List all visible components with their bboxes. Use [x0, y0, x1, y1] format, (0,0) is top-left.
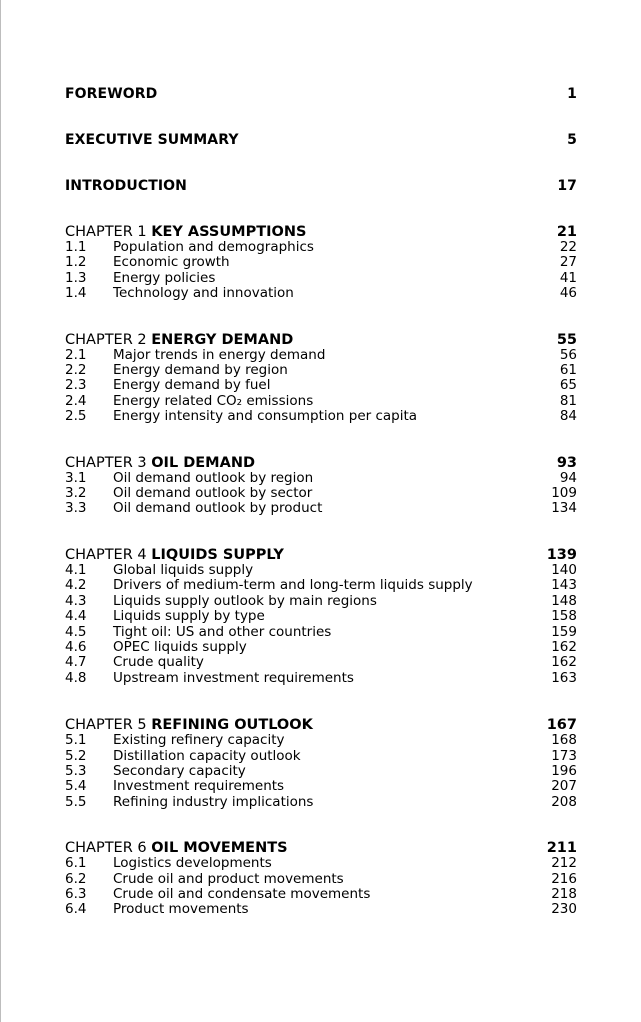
- section-label: [65, 578, 473, 593]
- section-title: Crude oil and condensate movements: [113, 885, 371, 902]
- section-number: 5.3: [65, 762, 87, 779]
- section-number: 6.1: [65, 855, 87, 872]
- section-number: 5.1: [65, 732, 87, 749]
- chapter-block: [65, 224, 577, 302]
- toc-entry-page: 1: [567, 86, 577, 102]
- section-number: 2.4: [65, 392, 87, 409]
- chapter-label: CHAPTER 6: [65, 840, 147, 857]
- section-label: [65, 255, 230, 270]
- section-title: Energy intensity and consumption per capita: [113, 408, 418, 425]
- section-label: [65, 563, 253, 578]
- section-number: 1.4: [65, 285, 87, 302]
- section-number: 5.4: [65, 778, 87, 795]
- section-number: 6.3: [65, 885, 87, 902]
- section-entry[interactable]: [65, 779, 577, 794]
- section-entry[interactable]: [65, 887, 577, 902]
- section-page: 84: [559, 408, 577, 425]
- section-number: 5.5: [65, 793, 87, 810]
- section-title: Energy demand by region: [113, 362, 288, 379]
- section-title: Product movements: [113, 901, 249, 918]
- section-page: 140: [551, 561, 577, 578]
- section-label: [65, 363, 288, 378]
- table-of-contents: [65, 86, 577, 948]
- toc-entry-title: EXECUTIVE SUMMARY: [65, 132, 239, 148]
- section-page: 163: [551, 669, 577, 686]
- section-entry[interactable]: [65, 764, 577, 779]
- section-entry[interactable]: [65, 378, 577, 393]
- section-title: OPEC liquids supply: [113, 638, 247, 655]
- section-number: 3.2: [65, 485, 87, 502]
- chapter-page: 139: [546, 546, 577, 563]
- section-entry[interactable]: [65, 286, 577, 301]
- chapter-title: [65, 840, 288, 856]
- section-entry[interactable]: [65, 902, 577, 917]
- section-label: [65, 286, 294, 301]
- section-label: [65, 240, 314, 255]
- section-title: Major trends in energy demand: [113, 346, 326, 363]
- section-label: [65, 486, 312, 501]
- section-page: 56: [559, 346, 577, 363]
- section-title: Oil demand outlook by product: [113, 500, 323, 517]
- toc-entry-page: 5: [567, 132, 577, 148]
- section-entry[interactable]: [65, 594, 577, 609]
- section-page: 65: [559, 377, 577, 394]
- section-entry[interactable]: [65, 240, 577, 255]
- section-title: Drivers of medium-term and long-term liquids supply: [113, 577, 473, 594]
- section-label: [65, 378, 271, 393]
- section-entry[interactable]: [65, 255, 577, 270]
- chapter-label: CHAPTER 4: [65, 546, 147, 563]
- section-number: 4.5: [65, 623, 87, 640]
- section-page: 61: [559, 362, 577, 379]
- section-number: 6.4: [65, 901, 87, 918]
- section-number: 2.2: [65, 362, 87, 379]
- section-title: Distillation capacity outlook: [113, 747, 301, 764]
- page-edge: [0, 0, 1, 1022]
- section-label: [65, 594, 377, 609]
- section-label: [65, 394, 313, 409]
- section-title: Existing refinery capacity: [113, 732, 285, 749]
- chapter-title: [65, 332, 293, 348]
- chapter-page: 211: [546, 840, 577, 857]
- section-title: Investment requirements: [113, 778, 285, 795]
- section-number: 4.8: [65, 669, 87, 686]
- chapter-block: [65, 455, 577, 517]
- chapter-label: CHAPTER 2: [65, 331, 147, 348]
- chapter-name: OIL DEMAND: [151, 454, 256, 471]
- toc-entry-page: 17: [557, 178, 577, 194]
- chapter-block: [65, 547, 577, 686]
- section-number: 6.2: [65, 870, 87, 887]
- section-page: 162: [551, 654, 577, 671]
- section-number: 5.2: [65, 747, 87, 764]
- toc-entry-introduction[interactable]: [65, 178, 577, 224]
- section-title: Secondary capacity: [113, 762, 246, 779]
- section-page: 81: [559, 392, 577, 409]
- section-page: 218: [551, 885, 577, 902]
- chapter-name: REFINING OUTLOOK: [151, 717, 313, 734]
- section-entry[interactable]: [65, 655, 577, 670]
- section-entry[interactable]: [65, 625, 577, 640]
- section-number: 1.1: [65, 239, 87, 255]
- section-entry[interactable]: [65, 872, 577, 887]
- chapter-heading[interactable]: [65, 840, 577, 856]
- section-label: [65, 856, 272, 871]
- section-number: 2.1: [65, 346, 87, 363]
- section-label: [65, 271, 215, 286]
- chapter-name: KEY ASSUMPTIONS: [151, 224, 307, 240]
- section-number: 1.2: [65, 254, 87, 271]
- section-page: 27: [559, 254, 577, 271]
- section-number: 4.1: [65, 561, 87, 578]
- section-entry[interactable]: [65, 671, 577, 686]
- section-title: Global liquids supply: [113, 561, 254, 578]
- section-entry[interactable]: [65, 640, 577, 655]
- section-number: 4.7: [65, 654, 87, 671]
- section-page: 207: [551, 778, 577, 795]
- chapter-page: 167: [546, 717, 577, 734]
- section-page: 173: [551, 747, 577, 764]
- section-number: 2.5: [65, 408, 87, 425]
- section-entry[interactable]: [65, 609, 577, 624]
- chapter-name: LIQUIDS SUPPLY: [151, 546, 284, 563]
- section-label: [65, 887, 370, 902]
- section-page: 230: [551, 901, 577, 918]
- section-page: 212: [551, 855, 577, 872]
- section-title: Tight oil: US and other countries: [113, 623, 332, 640]
- chapter-name: OIL MOVEMENTS: [151, 840, 288, 857]
- section-page: 216: [551, 870, 577, 887]
- section-page: 158: [551, 608, 577, 625]
- section-label: [65, 501, 322, 516]
- chapter-heading[interactable]: [65, 547, 577, 563]
- chapter-title: [65, 224, 306, 240]
- section-title: Energy demand by fuel: [113, 377, 271, 394]
- section-page: 196: [551, 762, 577, 779]
- section-page: 46: [559, 285, 577, 302]
- section-label: [65, 872, 344, 887]
- section-entry[interactable]: [65, 471, 577, 486]
- section-title: Technology and innovation: [113, 285, 294, 302]
- toc-entry-title: FOREWORD: [65, 86, 158, 102]
- section-entry[interactable]: [65, 578, 577, 593]
- section-number: 2.3: [65, 377, 87, 394]
- section-entry[interactable]: [65, 409, 577, 424]
- section-title: Population and demographics: [113, 239, 314, 255]
- chapter-label: CHAPTER 1: [65, 224, 147, 240]
- section-title: Economic growth: [113, 254, 230, 271]
- section-label: [65, 671, 354, 686]
- chapter-label: CHAPTER 3: [65, 454, 147, 471]
- toc-entry-title: INTRODUCTION: [65, 178, 187, 194]
- chapter-page: 93: [556, 454, 577, 471]
- section-title: Upstream investment requirements: [113, 669, 354, 686]
- section-entry[interactable]: [65, 486, 577, 501]
- section-title: Energy related CO₂ emissions: [113, 392, 314, 409]
- toc-entry-executive-summary[interactable]: [65, 132, 577, 178]
- section-label: [65, 640, 247, 655]
- toc-entry-foreword[interactable]: [65, 86, 577, 132]
- section-page: 168: [551, 732, 577, 749]
- chapter-heading[interactable]: [65, 332, 577, 348]
- chapter-name: ENERGY DEMAND: [151, 331, 294, 348]
- section-entry[interactable]: [65, 795, 577, 810]
- section-entry[interactable]: [65, 271, 577, 286]
- section-entry[interactable]: [65, 733, 577, 748]
- section-entry[interactable]: [65, 394, 577, 409]
- section-page: 109: [551, 485, 577, 502]
- section-page: 208: [551, 793, 577, 810]
- section-title: Liquids supply by type: [113, 608, 265, 625]
- section-entry[interactable]: [65, 348, 577, 363]
- section-number: 4.6: [65, 638, 87, 655]
- section-page: 41: [559, 269, 577, 286]
- section-page: 134: [551, 500, 577, 517]
- section-page: 94: [559, 469, 577, 486]
- section-label: [65, 348, 325, 363]
- section-number: 3.1: [65, 469, 87, 486]
- section-page: 143: [551, 577, 577, 594]
- chapter-page: 21: [556, 224, 577, 240]
- chapter-block: [65, 717, 577, 810]
- section-title: Oil demand outlook by region: [113, 469, 314, 486]
- section-entry[interactable]: [65, 501, 577, 516]
- chapter-block: [65, 840, 577, 918]
- chapter-heading[interactable]: [65, 455, 577, 471]
- section-label: [65, 749, 301, 764]
- chapter-heading[interactable]: [65, 224, 577, 240]
- section-number: 4.4: [65, 608, 87, 625]
- section-entry[interactable]: [65, 856, 577, 871]
- section-title: Oil demand outlook by sector: [113, 485, 313, 502]
- section-page: 148: [551, 592, 577, 609]
- section-page: 162: [551, 638, 577, 655]
- section-label: [65, 625, 331, 640]
- section-title: Energy policies: [113, 269, 216, 286]
- section-label: [65, 795, 313, 810]
- section-number: 4.2: [65, 577, 87, 594]
- section-title: Liquids supply outlook by main regions: [113, 592, 377, 609]
- section-title: Logistics developments: [113, 855, 272, 872]
- chapter-label: CHAPTER 5: [65, 717, 147, 734]
- section-entry[interactable]: [65, 749, 577, 764]
- section-number: 4.3: [65, 592, 87, 609]
- section-label: [65, 471, 313, 486]
- section-entry[interactable]: [65, 563, 577, 578]
- section-title: Crude oil and product movements: [113, 870, 344, 887]
- section-label: [65, 779, 284, 794]
- chapter-title: [65, 455, 255, 471]
- section-number: 3.3: [65, 500, 87, 517]
- section-number: 1.3: [65, 269, 87, 286]
- section-label: [65, 655, 204, 670]
- section-label: [65, 902, 249, 917]
- section-label: [65, 764, 246, 779]
- chapter-page: 55: [556, 331, 577, 348]
- section-label: [65, 733, 285, 748]
- section-page: 159: [551, 623, 577, 640]
- section-entry[interactable]: [65, 363, 577, 378]
- section-label: [65, 409, 417, 424]
- section-page: 22: [559, 239, 577, 255]
- chapter-block: [65, 332, 577, 425]
- chapter-title: [65, 717, 313, 733]
- chapter-title: [65, 547, 284, 563]
- chapter-heading[interactable]: [65, 717, 577, 733]
- section-title: Crude quality: [113, 654, 204, 671]
- section-title: Refining industry implications: [113, 793, 314, 810]
- section-label: [65, 609, 265, 624]
